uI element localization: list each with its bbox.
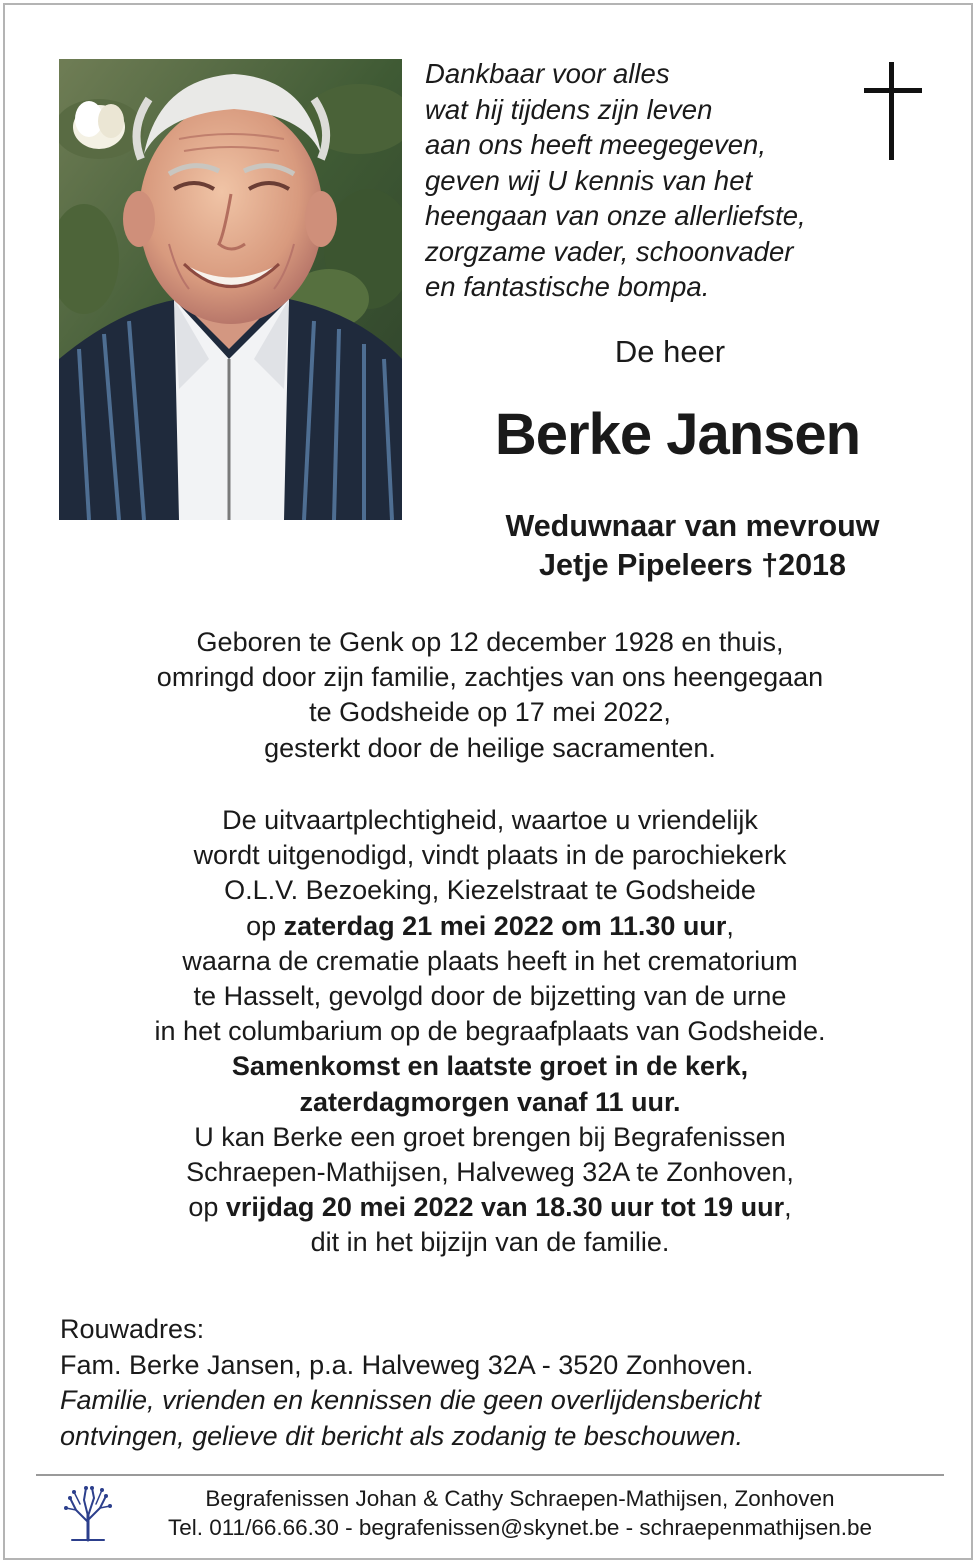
visit-date-pre: op	[188, 1192, 226, 1223]
intro-line: geven wij U kennis van het	[425, 164, 753, 196]
birth-line: te Godsheide op 17 mei 2022,	[309, 697, 671, 728]
intro-line: aan ons heeft meegegeven,	[425, 129, 766, 160]
deceased-name: Berke Jansen	[494, 402, 861, 467]
funeral-date-post: ,	[726, 910, 734, 941]
funeral-line: wordt uitgenodigd, vindt plaats in de parochiekerk	[193, 840, 787, 871]
intro-line: heengaan van onze allerliefste,	[425, 200, 806, 231]
birth-death-text	[60, 625, 920, 766]
funeral-line: waarna de crematie plaats heeft in het crematorium	[182, 945, 798, 976]
birth-line: gesterkt door de heilige sacramenten.	[264, 732, 716, 763]
funeral-line: te Hasselt, gevolgd door de bijzetting van de urne	[193, 981, 787, 1012]
tree-logo-icon	[62, 1484, 114, 1542]
birth-line: Geboren te Genk op 12 december 1928 en thuis,	[196, 627, 784, 657]
widow-info	[420, 507, 965, 585]
address-note: ontvingen, gelieve dit bericht als zodanig te beschouwen.	[60, 1420, 743, 1451]
undertaker-name: Begrafenissen Johan & Cathy Schraepen-Mathijsen, Zonhoven	[205, 1486, 835, 1511]
gathering-time-line	[60, 1085, 920, 1120]
footer-divider	[36, 1474, 944, 1476]
intro-line: wat hij tijdens zijn leven	[425, 93, 713, 125]
funeral-date-pre: op	[246, 910, 284, 941]
funeral-line: U kan Berke een groet brengen bij Begrafenissen	[194, 1121, 786, 1152]
gathering-line	[60, 1049, 920, 1084]
birth-line: omringd door zijn familie, zachtjes van ons heengegaan	[156, 662, 824, 693]
portrait-photo	[59, 59, 402, 520]
funeral-line: Schraepen-Mathijsen, Halveweg 32A te Zonhoven,	[186, 1157, 794, 1188]
mourning-address	[60, 1312, 940, 1454]
funeral-line: O.L.V. Bezoeking, Kiezelstraat te Godsheide	[224, 875, 756, 906]
funeral-line: dit in het bijzijn van de familie.	[310, 1227, 670, 1258]
funeral-line: in het columbarium op de begraafplaats van Godsheide.	[154, 1016, 826, 1047]
intro-line: zorgzame vader, schoonvader	[425, 235, 794, 267]
address-label: Rouwadres:	[60, 1314, 205, 1344]
address-note: Familie, vrienden en kennissen die geen overlijdensbericht	[60, 1385, 761, 1415]
visit-date: vrijdag 20 mei 2022 van 18.30 uur tot 19 uur	[225, 1192, 785, 1223]
widow-line: Jetje Pipeleers †2018	[539, 548, 846, 582]
funeral-line: De uitvaartplechtigheid, waartoe u vriendelijk	[222, 805, 758, 835]
funeral-date-line	[60, 909, 920, 944]
intro-line: Dankbaar voor alles	[425, 58, 670, 89]
widow-line: Weduwnaar van mevrouw	[505, 509, 880, 543]
gathering-time: zaterdagmorgen vanaf 11 uur.	[299, 1086, 681, 1117]
visit-date-post: ,	[784, 1192, 792, 1223]
cross-icon	[864, 62, 922, 160]
honorific: De heer	[614, 334, 726, 369]
undertaker-contact: Tel. 011/66.66.30 - begrafenissen@skynet.be - schraepenmathijsen.be	[167, 1515, 873, 1540]
gathering-text: Samenkomst en laatste groet in de kerk,	[231, 1051, 749, 1082]
undertaker-footer	[120, 1484, 920, 1542]
funeral-date: zaterdag 21 mei 2022 om 11.30 uur	[283, 910, 727, 941]
funeral-text	[60, 803, 920, 1261]
intro-text	[425, 56, 845, 305]
visit-date-line	[60, 1190, 920, 1225]
intro-line: en fantastische bompa.	[425, 271, 710, 302]
address-line: Fam. Berke Jansen, p.a. Halveweg 32A - 3520 Zonhoven.	[60, 1349, 754, 1380]
